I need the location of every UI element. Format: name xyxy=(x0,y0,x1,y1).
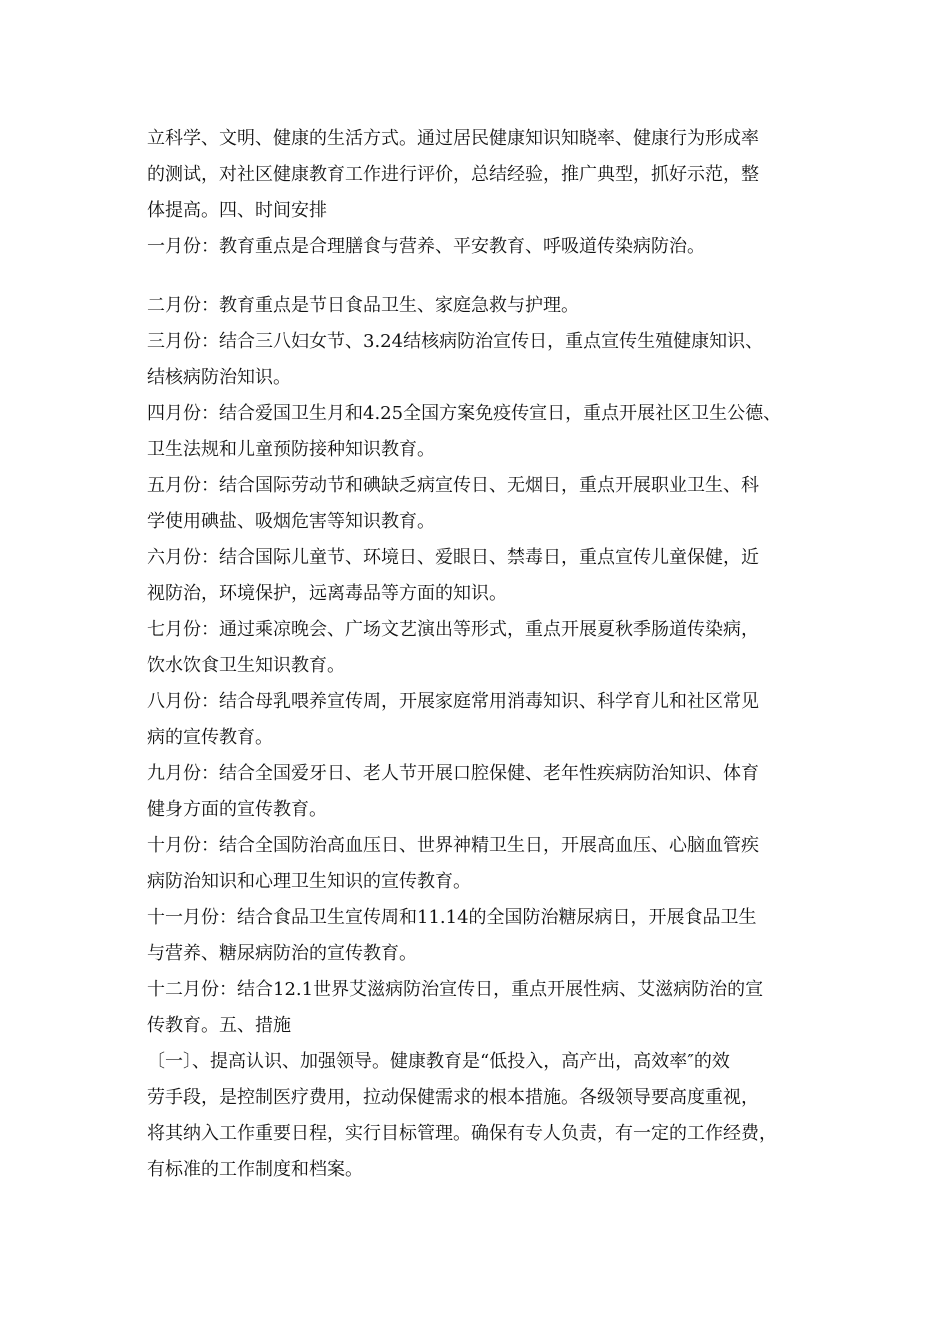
text-line: 一月份：教育重点是合理膳食与营养、平安教育、呼吸道传染病防治。 xyxy=(147,236,705,257)
text-line: 二月份：教育重点是节日食品卫生、家庭急救与护理。 xyxy=(147,295,579,316)
text-line: 病的宣传教育。 xyxy=(147,727,273,748)
text-line: 传教育。五、措施 xyxy=(147,1015,291,1036)
text-line: 饮水饮食卫生知识教育。 xyxy=(147,655,345,676)
paragraph-gap xyxy=(147,265,837,288)
text-line: 与营养、糖尿病防治的宣传教育。 xyxy=(147,943,417,964)
text-line: 十一月份：结合食品卫生宣传周和11.14的全国防治糖尿病日，开展食品卫生 xyxy=(147,907,757,928)
text-line: 体提高。四、时间安排 xyxy=(147,200,327,221)
text-line: 卫生法规和儿童预防接种知识教育。 xyxy=(147,439,435,460)
text-line: 立科学、文明、健康的生活方式。通过居民健康知识知晓率、健康行为形成率 xyxy=(147,128,759,149)
text-line: 十月份：结合全国防治高血压日、世界神精卫生日，开展高血压、心脑血管疾 xyxy=(147,835,759,856)
text-line: 三月份：结合三八妇女节、3.24结核病防治宣传日，重点宣传生殖健康知识、 xyxy=(147,331,764,352)
text-line: 〔一〕、提高认识、加强领导。健康教育是“低投入，高产出，高效率″的效 xyxy=(147,1051,730,1072)
text-line: 五月份：结合国际劳动节和碘缺乏病宣传日、无烟日，重点开展职业卫生、科 xyxy=(147,475,759,496)
document-body xyxy=(147,121,837,1188)
text-line: 六月份：结合国际儿童节、环境日、爱眼日、禁毒日，重点宣传儿童保健，近 xyxy=(147,547,759,568)
text-line: 学使用碘盐、吸烟危害等知识教育。 xyxy=(147,511,435,532)
text-line: 有标准的工作制度和档案。 xyxy=(147,1159,363,1180)
text-line: 健身方面的宣传教育。 xyxy=(147,799,327,820)
text-line: 八月份：结合母乳喂养宣传周，开展家庭常用消毒知识、科学育儿和社区常见 xyxy=(147,691,759,712)
text-line: 七月份：通过乘凉晚会、广场文艺演出等形式，重点开展夏秋季肠道传染病， xyxy=(147,619,759,640)
text-line: 十二月份：结合12.1世界艾滋病防治宣传日，重点开展性病、艾滋病防治的宣 xyxy=(147,979,764,1000)
text-line: 将其纳入工作重要日程，实行目标管理。确保有专人负责，有一定的工作经费， xyxy=(147,1123,777,1144)
text-line: 四月份：结合爱国卫生月和4.25全国方案免疫传宣日，重点开展社区卫生公德、 xyxy=(147,403,782,424)
text-line: 的测试，对社区健康教育工作进行评价，总结经验，推广典型，抓好示范，整 xyxy=(147,164,759,185)
text-line: 视防治，环境保护，远离毒品等方面的知识。 xyxy=(147,583,507,604)
text-line: 九月份：结合全国爱牙日、老人节开展口腔保健、老年性疾病防治知识、体育 xyxy=(147,763,759,784)
text-line: 结核病防治知识。 xyxy=(147,367,291,388)
text-line: 劳手段，是控制医疗费用，拉动保健需求的根本措施。各级领导要高度重视， xyxy=(147,1087,759,1108)
text-line: 病防治知识和心理卫生知识的宣传教育。 xyxy=(147,871,471,892)
